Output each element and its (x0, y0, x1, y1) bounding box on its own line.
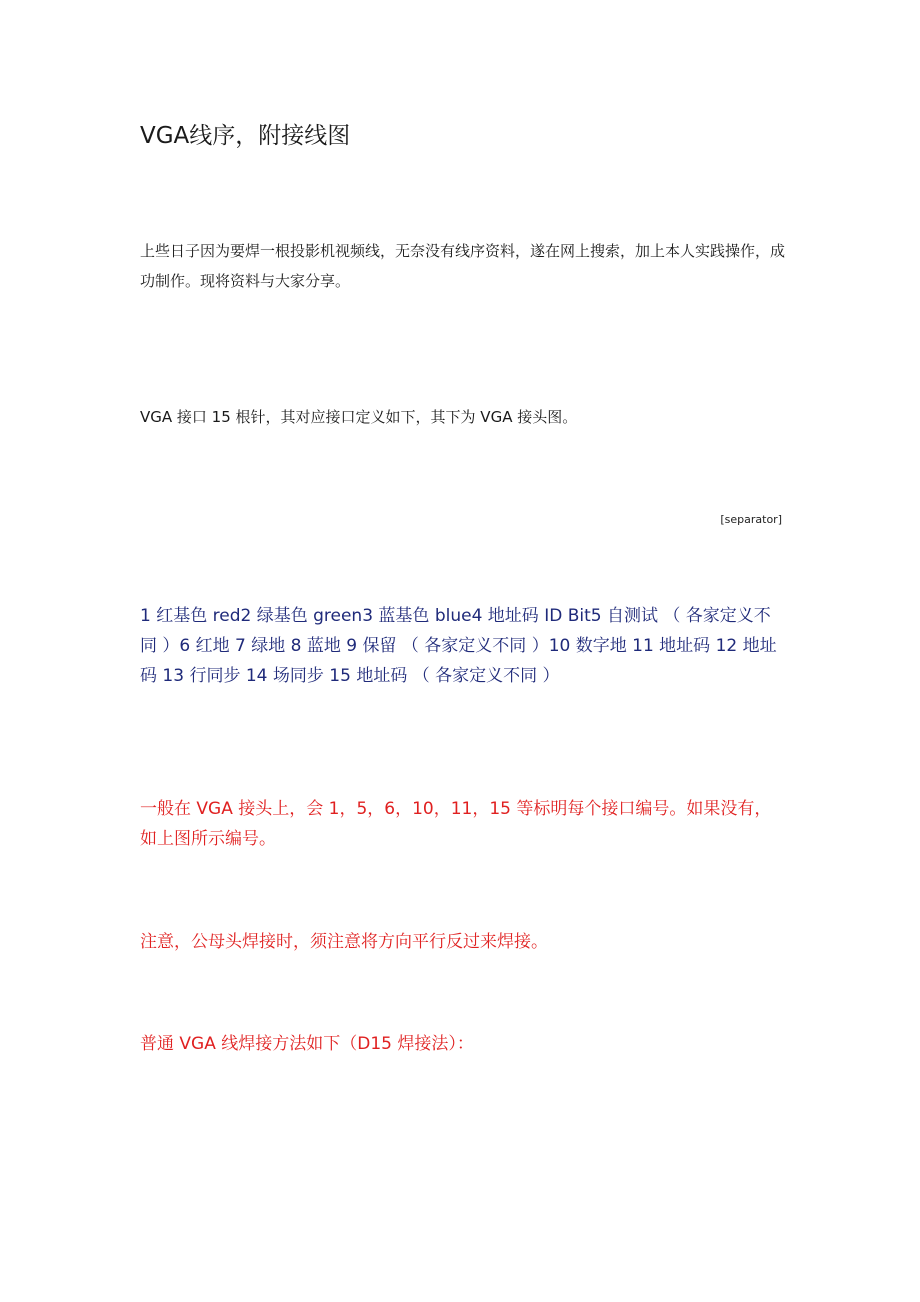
pin-definitions-paragraph: 1 红基色 red2 绿基色 green3 蓝基色 blue4 地址码 ID Bit5 自测试 （ 各家定义不同 ）6 红地 7 绿地 8 蓝地 9 保留 （ 各家定义不同 ）10 数字地 11 地址码 12 地址码 13 行同步 14 场同步 15 地址码 （ 各家定义不同 ） (140, 606, 777, 686)
soldering-note-paragraph: 注意，公母头焊接时，须注意将方向平行反过来焊接。 (140, 932, 548, 952)
document-title: VGA线序，附接线图 (140, 123, 351, 149)
method-note-paragraph: 普通 VGA 线焊接方法如下（D15 焊接法）： (140, 1034, 474, 1054)
numbering-note-paragraph: 一般在 VGA 接头上，会 1，5，6，10，11，15 等标明每个接口编号。如果没有，如上图所示编号。 (140, 799, 772, 849)
intro-paragraph: 上些日子因为要焊一根投影机视频线，无奈没有线序资料，遂在网上搜索，加上本人实践操作，成功制作。现将资料与大家分享。 (140, 242, 786, 290)
image-separator-placeholder: [separator] (720, 513, 782, 526)
vga-intro-paragraph: VGA 接口 15 根针，其对应接口定义如下，其下为 VGA 接头图。 (140, 408, 578, 426)
